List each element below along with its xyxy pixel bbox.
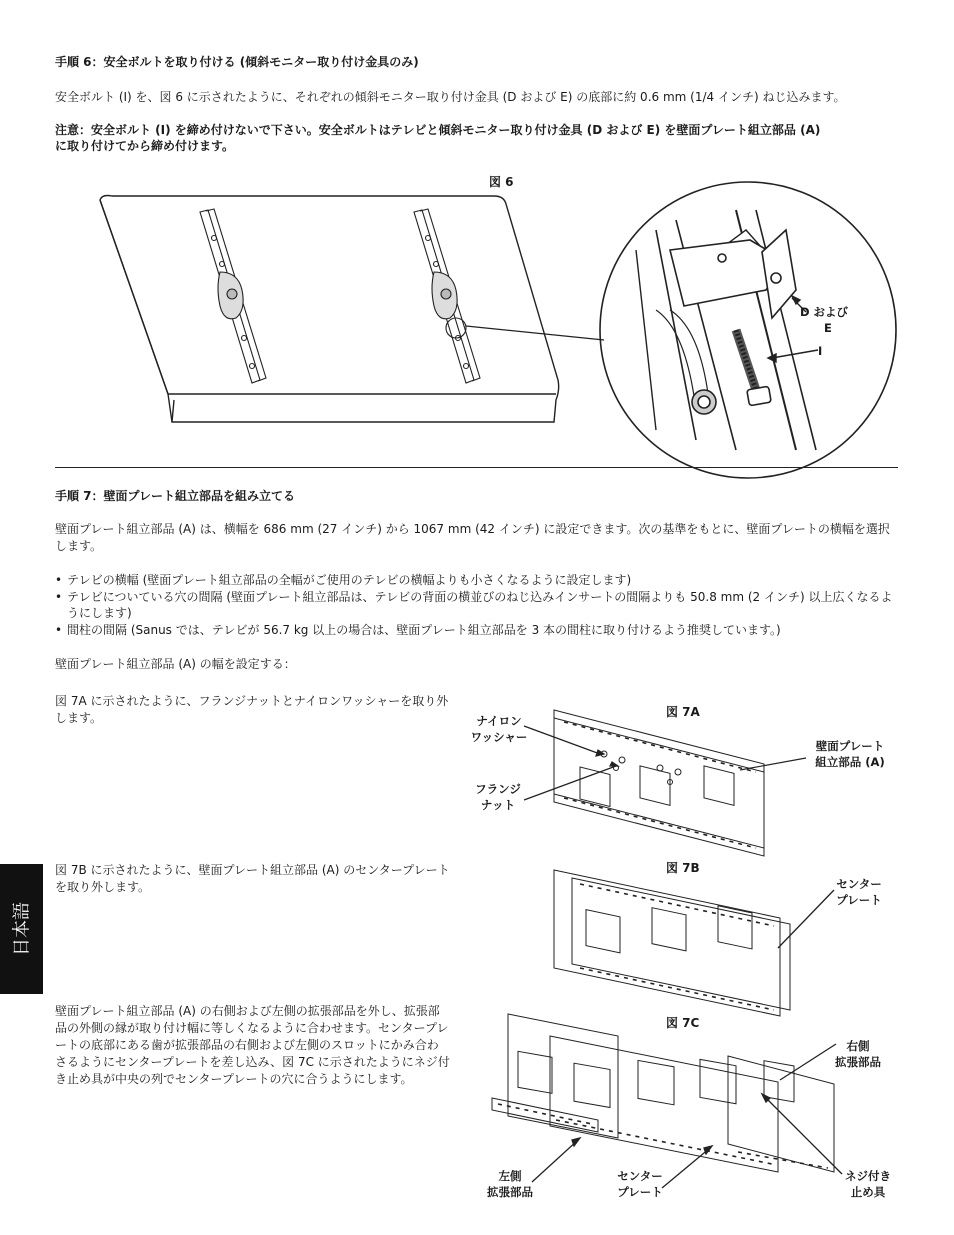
language-label: 日本語 [11,902,32,956]
center-7c-line2: プレート [617,1185,663,1199]
center-7b-line1: センター [836,877,882,891]
wallplate-line1: 壁面プレート [815,739,885,753]
label-i: I [818,344,823,358]
fastener-line2: 止め具 [850,1185,886,1199]
center-7b-line2: プレート [836,893,882,907]
label-de-line1: D および [800,305,849,319]
flange-line1: フランジ [475,782,521,796]
step7-intro: 壁面プレート組立部品 (A) は、横幅を 686 mm (27 インチ) から 1067 mm (42 インチ) に設定できます。次の基準をもとに、壁面プレートの横幅を選択します。 [55,522,890,553]
nylon-line1: ナイロン [476,714,522,728]
figure7c-caption: 図 7C [666,1016,700,1030]
figure7b-caption: 図 7B [666,861,700,875]
figure7a-caption: 図 7A [666,705,700,719]
list-item: • テレビの横幅 (壁面プレート組立部品の全幅がご使用のテレビの横幅よりも小さくなるように設定します) [55,572,900,588]
step6-caution-line2: に取り付けてから締め付けます。 [55,139,235,153]
text-7c: 壁面プレート組立部品 (A) の右側および左側の拡張部品を外し、拡張部品の外側の縁が取り付け幅に等しくなるように合わせます。センタープレートの底部にある歯が拡張部品の右側および左側のスロットにかみ合わさるようにセンタープレートを差し込み、図 7C に示されたようにネジ付き止め具が中央の列でセンタープレートの穴に合うようにします。 [55,1004,450,1086]
text-7b: 図 7B に示されたように、壁面プレート組立部品 (A) のセンタープレートを取り外します。 [55,863,450,894]
step7-title: 手順 7：壁面プレート組立部品を組み立てる [55,489,296,503]
step6-instruction: 安全ボルト (I) を、図 6 に示されたように、それぞれの傾斜モニター取り付け金具 (D および E) の底部に約 0.6 mm (1/4 インチ) ねじ込みます。 [55,90,846,104]
label-d-and-e [800,304,856,336]
tilt-bracket-right [414,209,480,383]
list-item: • テレビについている穴の間隔 (壁面プレート組立部品は、テレビの背面の横並びのねじ込みインサートの間隔よりも 50.8 mm (2 インチ) 以上広くなるようにします) [55,589,900,621]
step6-caution-line1: 注意：安全ボルト (I) を締め付けないで下さい。安全ボルトはテレビと傾斜モニター取り付け金具 (D および E) を壁面プレート組立部品 (A) [55,123,821,137]
section-divider [55,467,898,468]
right-line1: 右側 [846,1039,870,1053]
label-wall-plate-assembly [806,738,894,770]
tilt-bracket-left [200,209,266,383]
figure6-caption: 図 6 [489,175,514,189]
text-7a: 図 7A に示されたように、フランジナットとナイロンワッシャーを取り外します。 [55,694,449,725]
left-line2: 拡張部品 [487,1185,533,1199]
language-side-tab [0,864,43,994]
right-line2: 拡張部品 [835,1055,881,1069]
center-7c-line1: センター [617,1169,663,1183]
flange-line2: ナット [480,798,516,812]
fastener-line1: ネジ付き [845,1169,891,1183]
label-de-line2: E [824,321,832,335]
criteria-list [55,572,900,639]
wallplate-line2: 組立部品 (A) [815,755,885,769]
nylon-line2: ワッシャー [470,730,528,744]
figure6-illustration [96,190,896,460]
list-item: • 間柱の間隔 (Sanus では、テレビが 56.7 kg 以上の場合は、壁面プレート組立部品を 3 本の間柱に取り付けるよう推奨しています。) [55,622,900,638]
figure7c-illustration [488,1012,848,1202]
figure7b-illustration [550,860,840,1020]
left-line1: 左側 [498,1169,522,1183]
tv-panel [100,196,559,423]
set-width-heading: 壁面プレート組立部品 (A) の幅を設定する： [55,657,296,671]
figure7a-illustration [520,704,810,864]
step6-title: 手順 6：安全ボルトを取り付ける (傾斜モニター取り付け金具のみ) [55,55,419,69]
